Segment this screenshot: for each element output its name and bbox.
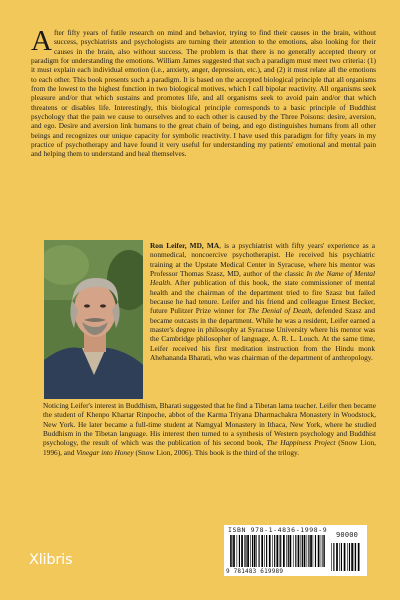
publisher-logo: Xlibris <box>29 552 73 568</box>
bio-text-4: Noticing Leifer's interest in Buddhism, Bharati suggested that he find a Tibetan lama teacher. Leifer then became the student of Khenpo Khartar Rinpoche, abbot of the Karma Triyana Dharmachakra Monastery in Woodstock, New York. He later became a full-time student at Namgyal Monastery in Ithaca, New York, where he studied Buddhism in the Tibetan language. His interest then turned to a synthesis of Western psychology and Buddhist psychology, the result of which was the publication of his second book, <box>43 401 376 448</box>
ean-barcode-bars <box>230 535 326 567</box>
drop-cap: A <box>31 25 52 57</box>
author-bio-bottom <box>43 401 376 457</box>
bio-text-3: , defended Szasz and became outcasts in the department. While he was a resident, Leifer earned a master's degree in philosophy at Syracuse University where his mentor was the Cambridge philosopher of language, A. R. L. Louch. At the same time, Leifer received his first meditation instruction from the Hindu monk Ahehananda Bharati, who was chairman of the department of anthropology. <box>150 306 375 363</box>
ean-digits: 9 781483 619989 <box>226 568 284 575</box>
book-title-1: In the Name of Mental Health <box>150 269 375 288</box>
bio-text-2: . After publication of this book, the state commissioner of mental health and the chairman of the department tried to fire Szasz but failed because he had tenure. Leifer and his friend and colleague Ernest Becker, future Pulitzer Prize winner for <box>150 278 375 316</box>
price-barcode-bars <box>331 543 363 571</box>
book-title-3: The Happiness Project <box>266 438 336 448</box>
author-photo <box>44 240 143 399</box>
author-name: Ron Leifer, MD, MA <box>150 241 220 250</box>
price-code: 90000 <box>336 531 359 539</box>
book-title-2: The Denial of Death <box>247 306 311 316</box>
bio-text-1: , is a psychiatrist with fifty years' experience as a nonmedical, noncoercive psychotherapist. He received his psychiatric training at the Upstate Medical Center in Syracuse, where his mentor was Professor Thomas Szasz, MD, author of the classic <box>150 241 375 279</box>
book-title-4: Vinegar into Honey <box>76 447 134 457</box>
isbn-label: ISBN 978-1-4836-1998-9 <box>228 526 328 534</box>
author-bio-top <box>150 241 375 362</box>
bio-text-5: (Snow Lion, 1996), and <box>43 438 376 457</box>
bio-text-6: (Snow Lion, 2006). This book is the third of the trilogy. <box>133 447 300 457</box>
intro-paragraph <box>31 25 376 159</box>
author-portrait-image <box>44 240 143 399</box>
intro-text: fter fifty years of futile research on mind and behavior, trying to find their causes in the brain, without success, psychiatrists and psychologists are turning their attention to the emotions, also looking for their causes in the brain, also without success. The problem is that there is no generally accepted theory or paradigm for understanding the emotions. William James suggested that such a paradigm must meet two criteria: (1) it must explain each individual emotion (i.e., anxiety, anger, depression, etc.), and (2) it must relate all the emotions to each other. This book presents such a paradigm. It is based on the accepted biological principle that all organisms from the lowest to the highest function in two biological motives, which I call bipolar reactivity. All organisms seek pleasure and/or that which sustains and promotes life, and all organisms seek to avoid pain and/or that which threatens or disables life. Interestingly, this biological principle corresponds to a basic principle of Buddhist psychology that the pain we cause to ourselves and to each other is caused by the Three Poisons: desire, aversion, and ego. Desire and aversion link humans to the great chain of being, and ego distinguishes humans from all other beings and recognizes our unique capacity for symbolic reactivity. I have used this paradigm for fifty years in my practice of psychotherapy and have found it very useful for understanding my patients' emotional and mental pain and helping them to understand and heal themselves. <box>31 28 376 159</box>
isbn-barcode <box>224 525 367 576</box>
